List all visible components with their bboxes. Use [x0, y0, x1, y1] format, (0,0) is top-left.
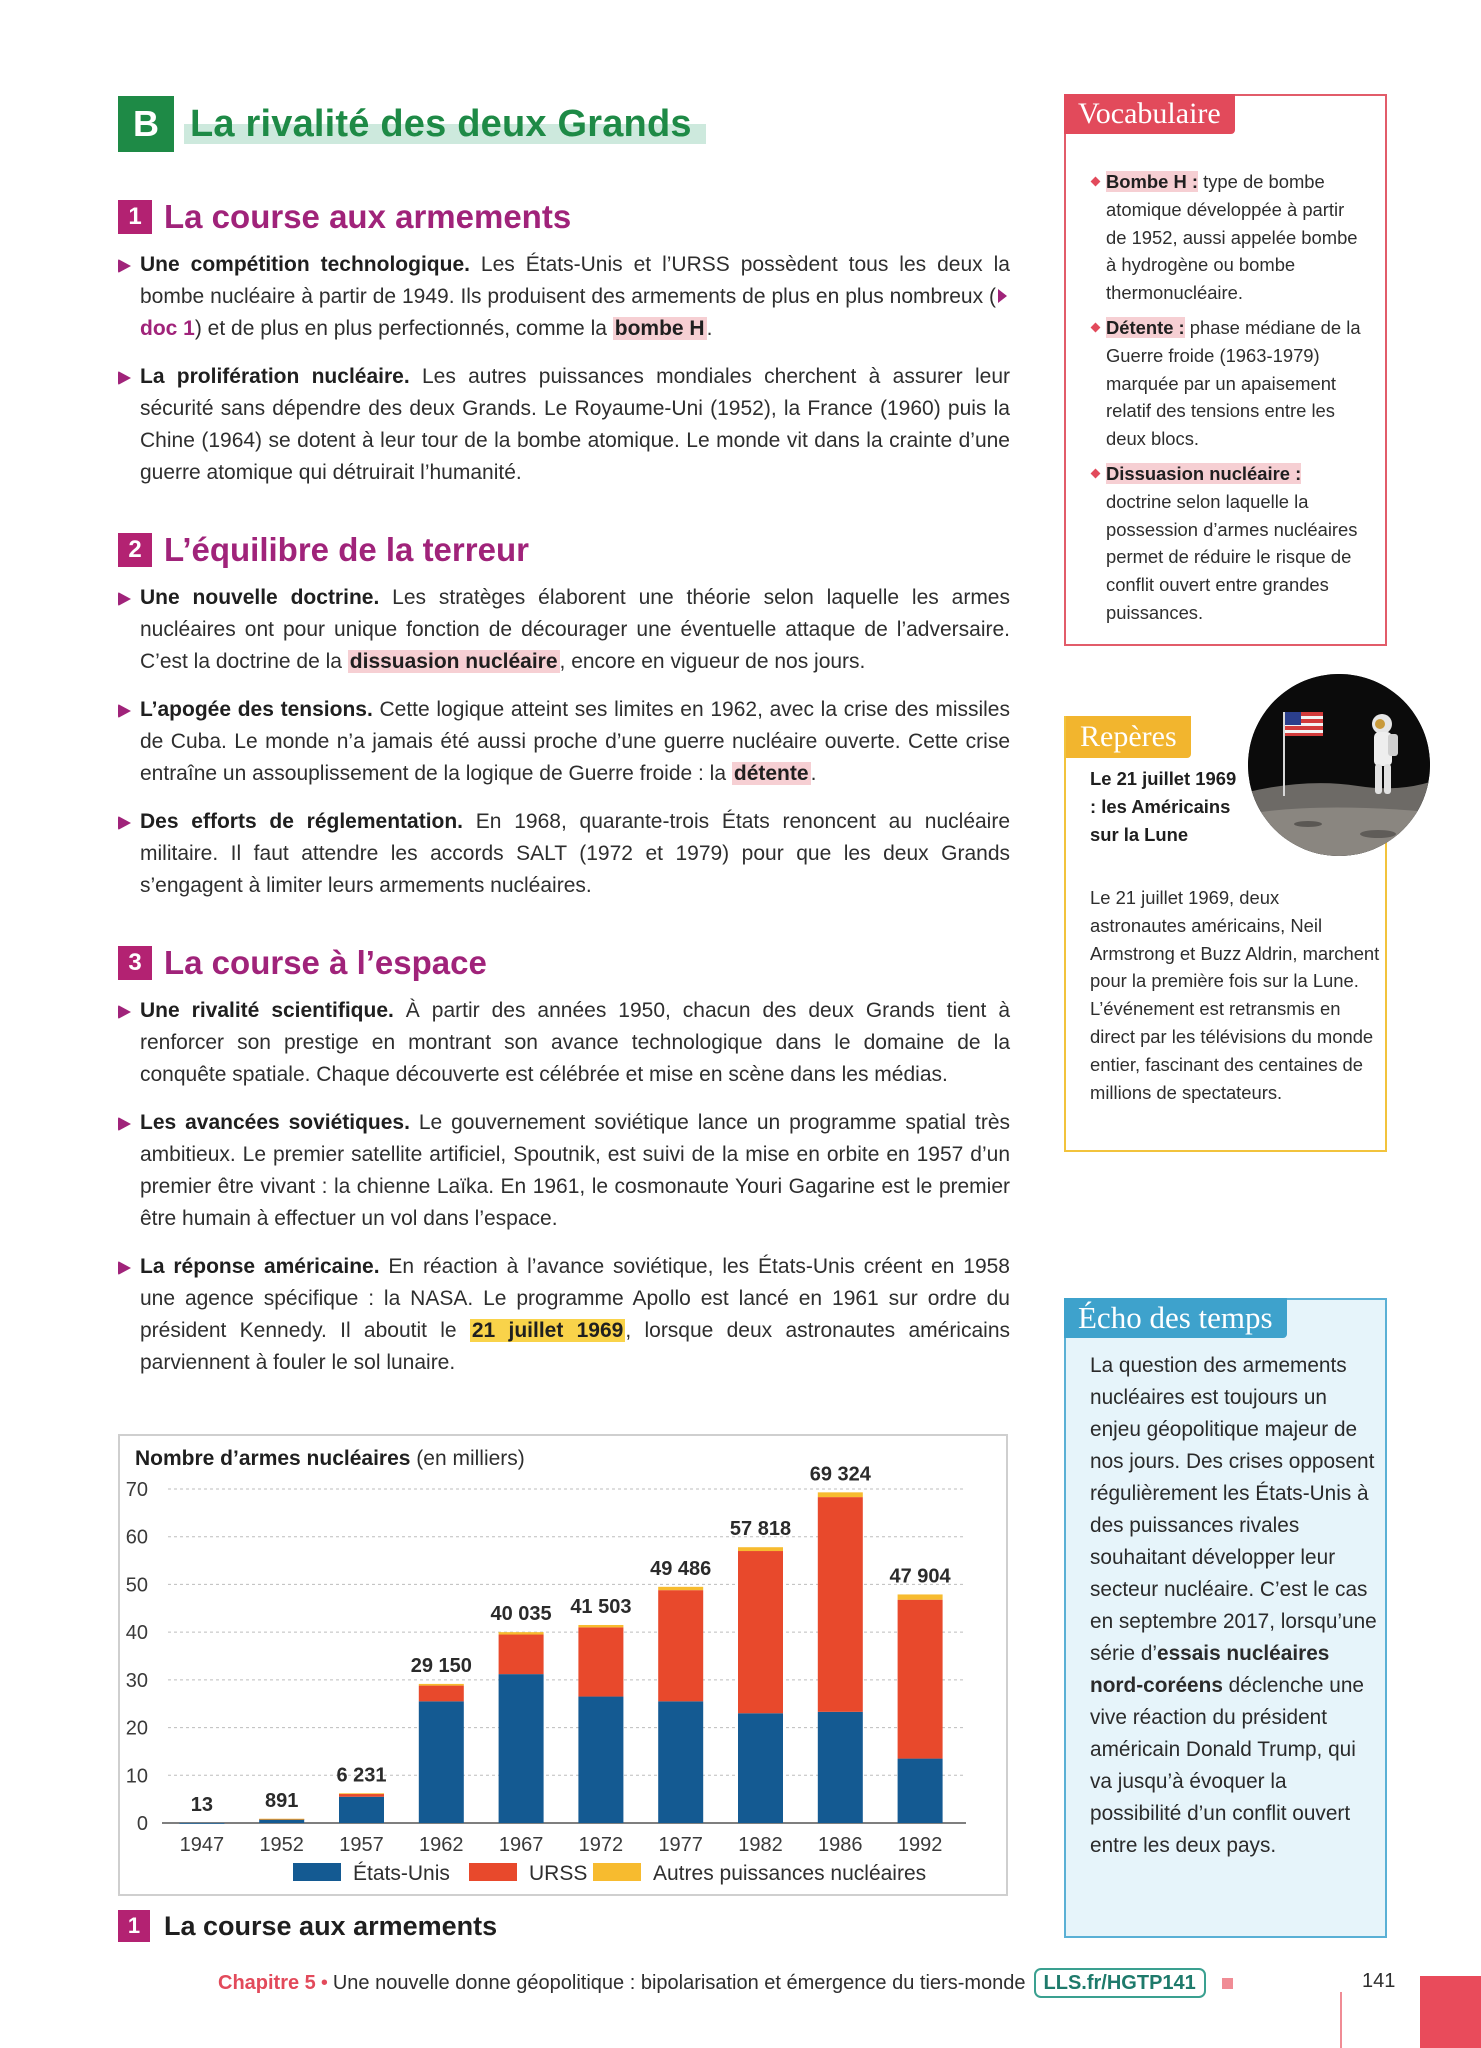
bar-total-label: 57 818: [729, 1518, 792, 1541]
subsection-heading-1: [118, 198, 571, 236]
paragraph: Les avancées soviétiques. Le gouvernement soviétique lance un programme spatial très ambitieux. Le premier satellite artificiel, Spoutnik, est suivi de la mise en orbite en 1957 d’un premier être vivant : la chienne Laïka. En 1961, le cosmonaute Youri Gagarine est le premier être humain à effectuer un vol dans l’espace.: [118, 1107, 1010, 1235]
subsection-number: 1: [118, 200, 152, 234]
x-tick-label: 1982: [738, 1834, 783, 1856]
echo-tag: Écho des temps: [1064, 1298, 1287, 1338]
figure-number: 1: [118, 1910, 150, 1942]
bullet-icon: [118, 704, 131, 718]
bar-segment: [499, 1674, 544, 1823]
y-tick-label: 10: [125, 1765, 148, 1788]
bar-total-label: 41 503: [570, 1595, 632, 1618]
x-tick-label: 1952: [259, 1834, 304, 1856]
subsection-number: 3: [118, 946, 152, 980]
diamond-bullet-icon: [1091, 177, 1101, 187]
section-heading: [118, 96, 706, 152]
x-tick-label: 1967: [498, 1834, 544, 1856]
paragraph: La prolifération nucléaire. Les autres puissances mondiales cherchent à assurer leur sécurité sans dépendre des deux Grands. Le Royaume-Uni (1952), la France (1960) puis la Chine (1964) se dotent à leur tour de la bombe atomique. Le monde vit dans la crainte d’une guerre atomique qui détruirait l’humanité.: [118, 361, 1010, 489]
legend-label: États-Unis: [353, 1862, 450, 1885]
footer-link[interactable]: LLS.fr/HGTP141: [1034, 1968, 1206, 1998]
bar-total-label: 40 035: [490, 1603, 552, 1626]
paragraph: Une nouvelle doctrine. Les stratèges élaborent une théorie selon laquelle les armes nucléaires ont pour unique fonction de décourager une éventuelle attaque de l’adversaire. C’est la doctrine de la dissuasion nucléaire, encore en vigueur de nos jours.: [118, 582, 1010, 678]
figure-caption: [118, 1908, 497, 1944]
vocab-term-bombe-h: bombe H: [614, 317, 705, 340]
chart-title: Nombre d’armes nucléaires (en milliers): [135, 1447, 525, 1470]
section-title: La rivalité des deux Grands: [190, 102, 692, 145]
bar-segment: [419, 1701, 464, 1823]
x-tick-label: 1972: [578, 1834, 624, 1856]
paragraph: La réponse américaine. En réaction à l’avance soviétique, les États-Unis créent en 1958 une agence spécifique : la NASA. Le programme Apollo est lancé en 1961 sur ordre du président Kennedy. Il aboutit le 21 juillet 1969, lorsque deux astronautes américains parviennent à fouler le sol lunaire.: [118, 1251, 1010, 1379]
bar-segment: [578, 1697, 623, 1823]
date-highlight: 21 juillet 1969: [471, 1319, 624, 1342]
y-tick-label: 20: [125, 1717, 148, 1740]
legend-swatch: [293, 1863, 341, 1881]
reperes-body: Le 21 juillet 1969, deux astronautes américains, Neil Armstrong et Buzz Aldrin, marchent pour la première fois sur la Lune. L’événement est retransmis en direct par les télévisions du monde entier, fascinant des centaines de millions de spectateurs.: [1090, 887, 1380, 1103]
bar-segment: [818, 1712, 863, 1823]
subsection-heading-2: [118, 531, 529, 569]
y-tick-label: 0: [136, 1813, 148, 1835]
bar-segment: [419, 1684, 464, 1686]
bar-total-label: 6 231: [336, 1764, 387, 1787]
vocabulary-box: [1064, 94, 1387, 646]
bar-segment: [738, 1551, 783, 1713]
bar-segment: [339, 1797, 384, 1823]
bullet-icon: [118, 816, 131, 830]
bar-segment: [499, 1632, 544, 1634]
reperes-tag: Repères: [1066, 716, 1191, 758]
x-tick-label: 1957: [339, 1834, 384, 1856]
section-letter: B: [118, 96, 174, 152]
bar-segment: [578, 1627, 623, 1696]
vocab-entry: Bombe H : type de bombe atomique développée à partir de 1952, aussi appelée bombe à hydrogène ou bombe thermonucléaire.: [1090, 168, 1367, 307]
bullet-icon: [118, 371, 131, 385]
echo-body: La question des armements nucléaires est toujours un enjeu géopolitique majeur de nos jours. Des crises opposent régulièrement les États-Unis à des puissances rivales souhaitant développer leur secteur nucléaire. C’est le cas en septembre 2017, lorsqu’une série d’essais nucléaires nord-coréens déclenche une vive réaction du président américain Donald Trump, qui va jusqu’à évoquer la possibilité d’un conflit ouvert entre les deux pays.: [1090, 1354, 1377, 1857]
paragraph: Une rivalité scientifique. À partir des années 1950, chacun des deux Grands tient à renforcer son prestige en montrant son avance technologique dans le domaine de la conquête spatiale. Chaque découverte est célébrée et mise en scène dans les médias.: [118, 995, 1010, 1091]
vocab-entry: Détente : phase médiane de la Guerre froide (1963-1979) marquée par un apaisement relatif des tensions entre les deux blocs.: [1090, 314, 1367, 453]
footer-separator: •: [320, 1971, 328, 1994]
bar-total-label: 49 486: [650, 1557, 712, 1580]
figure-caption-text: La course aux armements: [164, 1910, 498, 1941]
bar-segment: [259, 1819, 304, 1820]
echo-box: [1064, 1298, 1387, 1938]
bar-segment: [738, 1547, 783, 1551]
bar-segment: [578, 1625, 623, 1627]
y-tick-label: 30: [125, 1669, 148, 1692]
x-tick-label: 1992: [897, 1834, 943, 1856]
subsection-title: La course à l’espace: [164, 944, 487, 981]
reperes-subtitle: Le 21 juillet 1969 : les Américains sur la Lune: [1090, 768, 1237, 845]
bar-segment: [658, 1701, 703, 1823]
square-icon: [1222, 1978, 1233, 1989]
bar-segment: [499, 1635, 544, 1675]
bullet-icon: [118, 592, 131, 606]
bar-segment: [898, 1600, 943, 1759]
bar-segment: [818, 1497, 863, 1712]
subsection-number: 2: [118, 533, 152, 567]
y-tick-label: 40: [125, 1622, 148, 1645]
footer-chapter: Chapitre 5: [218, 1971, 316, 1994]
bar-segment: [898, 1594, 943, 1599]
vocab-entry: Dissuasion nucléaire : doctrine selon laquelle la possession d’armes nucléaires permet de réduire le risque de conflit ouvert entre grandes puissances.: [1090, 460, 1367, 627]
vocab-term-dissuasion: dissuasion nucléaire: [349, 650, 558, 673]
footer-title: Une nouvelle donne géopolitique : bipolarisation et émergence du tiers-monde: [332, 1971, 1026, 1994]
vocab-term-detente: détente: [733, 762, 809, 785]
y-tick-label: 60: [125, 1526, 148, 1549]
page-footer: [218, 1968, 1233, 1998]
legend-swatch: [469, 1863, 517, 1881]
y-tick-label: 70: [125, 1479, 148, 1501]
bar-segment: [339, 1794, 384, 1797]
bar-total-label: 891: [265, 1789, 299, 1812]
paragraph: Une compétition technologique. Les États-Unis et l’URSS possèdent tous les deux la bombe nucléaire à partir de 1949. Ils produisent des armements de plus en plus nombreux (doc 1) et de plus en plus perfectionnés, comme la bombe H.: [118, 249, 1010, 345]
bullet-icon: [118, 1261, 131, 1275]
bar-total-label: 47 904: [889, 1565, 951, 1588]
x-tick-label: 1962: [419, 1834, 464, 1856]
x-tick-label: 1986: [818, 1834, 863, 1856]
bar-segment: [658, 1590, 703, 1701]
diamond-bullet-icon: [1091, 469, 1101, 479]
diamond-bullet-icon: [1091, 323, 1101, 333]
legend-label: URSS: [529, 1862, 588, 1885]
paragraph: L’apogée des tensions. Cette logique atteint ses limites en 1962, avec la crise des missiles de Cuba. Le monde n’a jamais été aussi proche d’une guerre nucléaire ouverte. Cette crise entraîne un assouplissement de la logique de Guerre froide : la détente.: [118, 694, 1010, 790]
paragraph: Des efforts de réglementation. En 1968, quarante-trois États renoncent au nucléaire militaire. Il faut attendre les accords SALT (1972 et 1979) pour que les deux Grands s’engagent à limiter leurs armements nucléaires.: [118, 806, 1010, 902]
bar-segment: [658, 1587, 703, 1590]
bar-total-label: 13: [190, 1793, 214, 1816]
y-tick-label: 50: [125, 1574, 148, 1597]
page-edge-tab: [1420, 1976, 1481, 2048]
moon-landing-photo: [1248, 674, 1430, 856]
page-number: 141: [1362, 1970, 1396, 1992]
bullet-icon: [118, 259, 131, 273]
x-tick-label: 1977: [658, 1834, 703, 1856]
legend-swatch: [593, 1863, 641, 1881]
bar-segment: [898, 1759, 943, 1823]
subsection-title: La course aux armements: [164, 198, 572, 235]
bar-segment: [818, 1492, 863, 1497]
doc-arrow-icon: [998, 289, 1007, 303]
subsection-heading-3: [118, 944, 487, 982]
bar-segment: [259, 1819, 304, 1823]
subsection-title: L’équilibre de la terreur: [164, 531, 529, 568]
bullet-icon: [118, 1005, 131, 1019]
bar-total-label: 69 324: [809, 1463, 871, 1486]
bar-segment: [179, 1823, 224, 1824]
vocabulary-tag: Vocabulaire: [1064, 94, 1235, 134]
bullet-icon: [118, 1117, 131, 1131]
bar-segment: [738, 1713, 783, 1823]
bar-segment: [419, 1686, 464, 1702]
nuclear-weapons-chart: [118, 1434, 1008, 1896]
legend-label: Autres puissances nucléaires: [653, 1862, 927, 1885]
doc-reference-link[interactable]: doc 1: [140, 317, 195, 340]
bar-segment: [339, 1793, 384, 1794]
bar-total-label: 29 150: [410, 1654, 472, 1677]
x-tick-label: 1947: [179, 1834, 225, 1856]
